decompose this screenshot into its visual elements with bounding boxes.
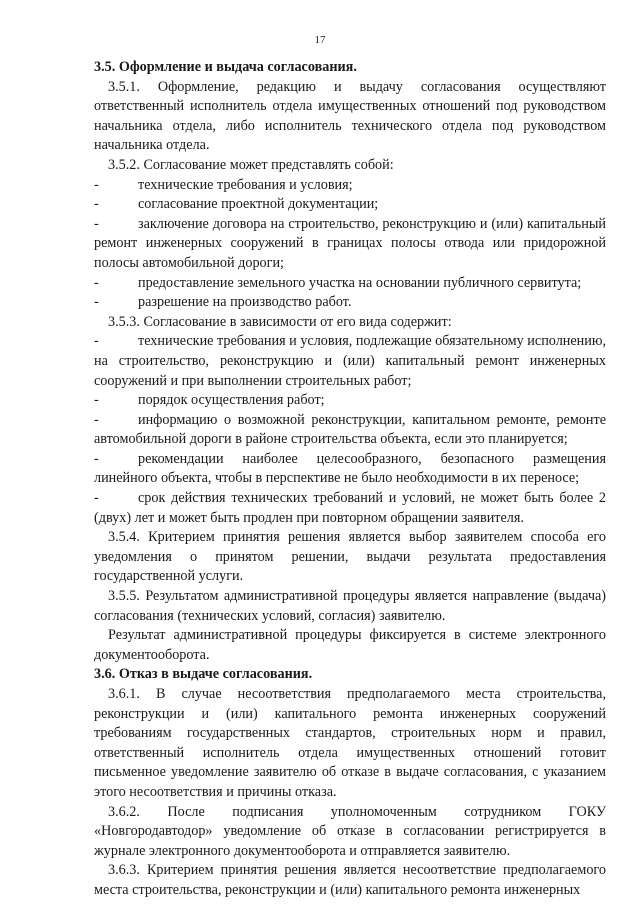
paragraph: 3.5.3. Согласование в зависимости от его вида содержит: bbox=[108, 313, 452, 330]
list-dash: - bbox=[94, 215, 99, 232]
list-item bbox=[94, 176, 606, 196]
section-heading: 3.6. Отказ в выдаче согласования. bbox=[94, 666, 313, 683]
list-item-text: технические требования и условия, подлежащие обязательному исполнению, на строительство, реконструкцию и (или) капитальный ремонт инженерных сооружений и при выполнении строительных работ; bbox=[94, 333, 606, 389]
list-dash: - bbox=[94, 411, 99, 428]
list-item bbox=[94, 391, 606, 411]
list-item-text: рекомендации наиболее целесообразного, безопасного размещения линейного объекта, чтобы в перспективе не было необходимости в их переносе; bbox=[94, 450, 606, 487]
paragraph: Результат административной процедуры фиксируется в системе электронного документооборота. bbox=[94, 627, 606, 663]
paragraph: 3.6.2. После подписания уполномоченным сотрудником ГОКУ «Новгородавтодор» уведомление об отказе в согласовании регистрируется в журнале электронного документооборота и отправляется заявителю. bbox=[94, 803, 606, 859]
section-heading: 3.5. Оформление и выдача согласования. bbox=[94, 59, 357, 75]
paragraph: 3.5.1. Оформление, редакцию и выдачу согласования осуществляют ответственный исполнитель отдела имущественных отношений под руководством начальника отдела, либо исполнитель технического отдела под руководством начальника отдела. bbox=[94, 78, 606, 154]
paragraph: 3.5.5. Результатом административной процедуры является направление (выдача) согласования (технических условий, согласия) заявителю. bbox=[94, 588, 606, 624]
list-item bbox=[94, 332, 606, 391]
list-dash: - bbox=[94, 176, 99, 193]
list-item-text: согласование проектной документации; bbox=[138, 196, 379, 213]
list-item bbox=[94, 411, 606, 450]
list-dash: - bbox=[94, 490, 99, 507]
list-item-text: технические требования и условия; bbox=[138, 176, 353, 193]
list-dash: - bbox=[94, 392, 99, 409]
list-item-text: заключение договора на строительство, реконструкцию и (или) капитальный ремонт инженерных сооружений в границах полосы отвода или придорожной полосы автомобильной дороги; bbox=[94, 215, 606, 271]
paragraph: 3.5.4. Критерием принятия решения является выбор заявителем способа его уведомления о принятом решении, выдачи результата предоставления государственной услуги. bbox=[94, 529, 606, 585]
list-item bbox=[94, 293, 606, 313]
list-item-text: разрешение на производство работ. bbox=[138, 294, 352, 311]
page-number: 17 bbox=[314, 34, 326, 46]
list-item-text: предоставление земельного участка на основании публичного сервитута; bbox=[138, 274, 582, 291]
paragraph: 3.6.3. Критерием принятия решения является несоответствие предполагаемого места строительства, реконструкции и (или) капитального ремонта инженерных bbox=[94, 862, 606, 898]
list-item-text: информацию о возможной реконструкции, капитальном ремонте, ремонте автомобильной дороги в районе строительства объекта, если это планируется; bbox=[94, 411, 606, 448]
list-dash: - bbox=[94, 450, 99, 467]
paragraph: 3.6.1. В случае несоответствия предполагаемого места строительства, реконструкции и (или) капитального ремонта инженерных сооружений требованиям государственных стандартов, строительных норм и правил, ответственный исполнитель отдела имущественных отношений готовит письменное уведомление заявителю об отказе в выдаче согласования, с указанием этого несоответствия и причины отказа. bbox=[94, 686, 606, 800]
list-item bbox=[94, 274, 606, 294]
list-dash: - bbox=[94, 274, 99, 291]
list-dash: - bbox=[94, 333, 99, 350]
list-item bbox=[94, 489, 606, 528]
list-item bbox=[94, 450, 606, 489]
list-item-text: срок действия технических требований и условий, не может быть более 2 (двух) лет и может быть продлен при повторном обращении заявителя. bbox=[94, 490, 606, 526]
paragraph: 3.5.2. Согласование может представлять собой: bbox=[108, 156, 394, 173]
list-item-text: порядок осуществления работ; bbox=[138, 392, 325, 409]
list-dash: - bbox=[94, 196, 99, 213]
list-item bbox=[94, 215, 606, 274]
document-body bbox=[94, 58, 606, 901]
list-dash: - bbox=[94, 294, 99, 311]
list-item bbox=[94, 195, 606, 215]
